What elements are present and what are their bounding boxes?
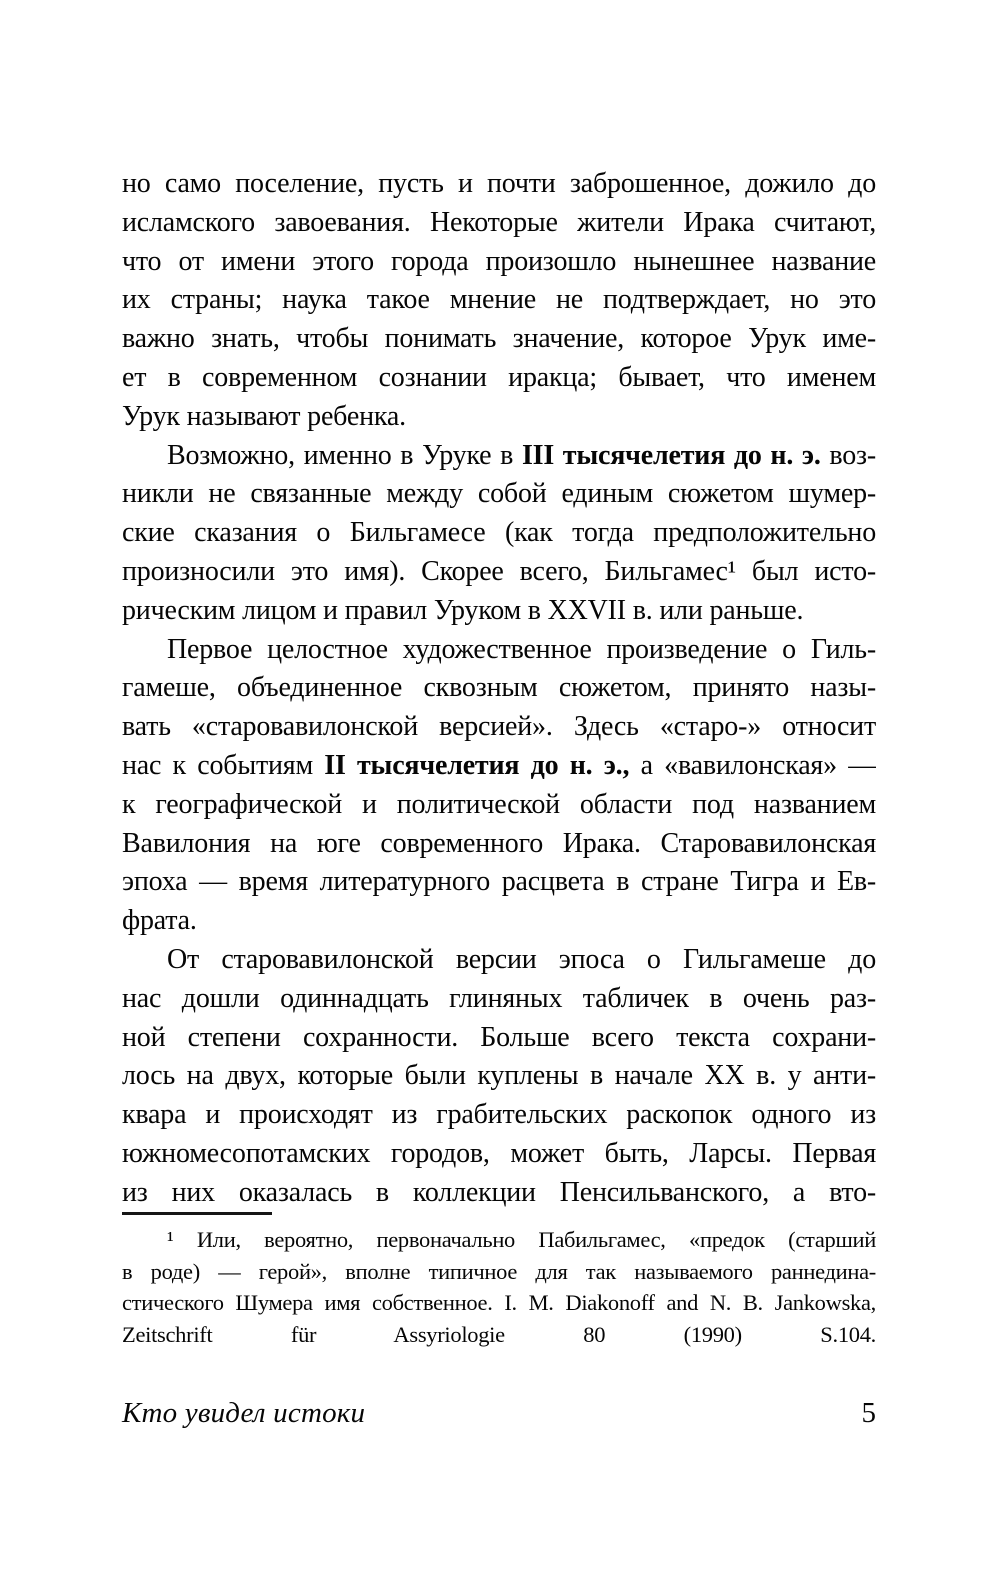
body-line: рическим лицом и правил Уруком в XXVII в. или раньше. xyxy=(122,594,804,626)
body-line: ной степени сохранности. Больше всего текста сохрани- xyxy=(122,1021,876,1053)
body-line: Первое целостное художественное произведение о Гиль- xyxy=(167,633,876,665)
body-line: вать «старовавилонской версией». Здесь «старо-» относит xyxy=(122,711,876,743)
body-line: важно знать, чтобы понимать значение, которое Урук име- xyxy=(122,323,876,355)
body-line: лось на двух, которые были куплены в начале XX в. у анти- xyxy=(122,1060,876,1092)
page-footer xyxy=(122,1396,876,1430)
body-line: нас дошли одиннадцать глиняных табличек в очень раз- xyxy=(122,982,876,1014)
body-line: эпоха — время литературного расцвета в стране Тигра и Ев- xyxy=(122,866,876,898)
body-line: к географической и политической области под названием xyxy=(122,788,876,820)
body-line: исламского завоевания. Некоторые жители Ирака считают, xyxy=(122,206,876,238)
body-line: южномесопотамских городов, может быть, Ларсы. Первая xyxy=(122,1137,876,1169)
body-line: но само поселение, пусть и почти заброшенное, дожило до xyxy=(122,168,876,199)
body-line: Вавилония на юге современного Ирака. Старовавилонская xyxy=(122,827,876,859)
body-paragraph-3 xyxy=(122,631,876,941)
body-paragraph-1 xyxy=(122,165,876,437)
body-line: из них оказалась в коллекции Пенсильванского, а вто- xyxy=(122,1176,876,1208)
body-line: нас к событиям II тысячелетия до н. э., а «вавилонская» — xyxy=(122,749,876,781)
body-line: Урук называют ребенка. xyxy=(122,400,406,432)
body-line: произносили это имя). Скорее всего, Бильгамес¹ был исто- xyxy=(122,555,876,587)
body-paragraph-2 xyxy=(122,437,876,631)
body-line: От старовавилонской версии эпоса о Гильгамеше до xyxy=(167,943,876,975)
footnote-line: Zeitschrift für Assyriologie 80 (1990) S.104. xyxy=(122,1321,876,1347)
body-line: квара и происходят из грабительских раскопок одного из xyxy=(122,1099,876,1131)
body-line: их страны; наука такое мнение не подтверждает, но это xyxy=(122,284,876,316)
body-text xyxy=(122,165,876,1213)
footnote-line: стического Шумера имя собственное. I. M. Diakonoff and N. B. Jankowska, xyxy=(122,1290,876,1316)
page-number: 5 xyxy=(861,1397,876,1429)
footnote-line: ¹ Или, вероятно, первоначально Пабильгамес, «предок (старший xyxy=(167,1227,876,1252)
body-line: никли не связанные между собой единым сюжетом шумер- xyxy=(122,478,876,510)
body-line: ские сказания о Бильгамесе (как тогда предположительно xyxy=(122,517,876,549)
body-line: фрата. xyxy=(122,905,197,937)
footnote-line: в роде) — герой», вполне типичное для так называемого раннедина- xyxy=(122,1258,876,1284)
body-paragraph-4 xyxy=(122,941,876,1213)
body-line: что от имени этого города произошло нынешнее название xyxy=(122,245,876,277)
body-line: ет в современном сознании иракца; бывает, что именем xyxy=(122,361,876,393)
footnote xyxy=(122,1224,876,1350)
body-line: гамеше, объединенное сквозным сюжетом, принято назы- xyxy=(122,672,876,704)
body-line: Возможно, именно в Уруке в III тысячелетия до н. э. воз- xyxy=(167,439,876,471)
running-title: Кто увидел истоки xyxy=(122,1397,366,1429)
footnote-separator-rule xyxy=(122,1212,272,1215)
